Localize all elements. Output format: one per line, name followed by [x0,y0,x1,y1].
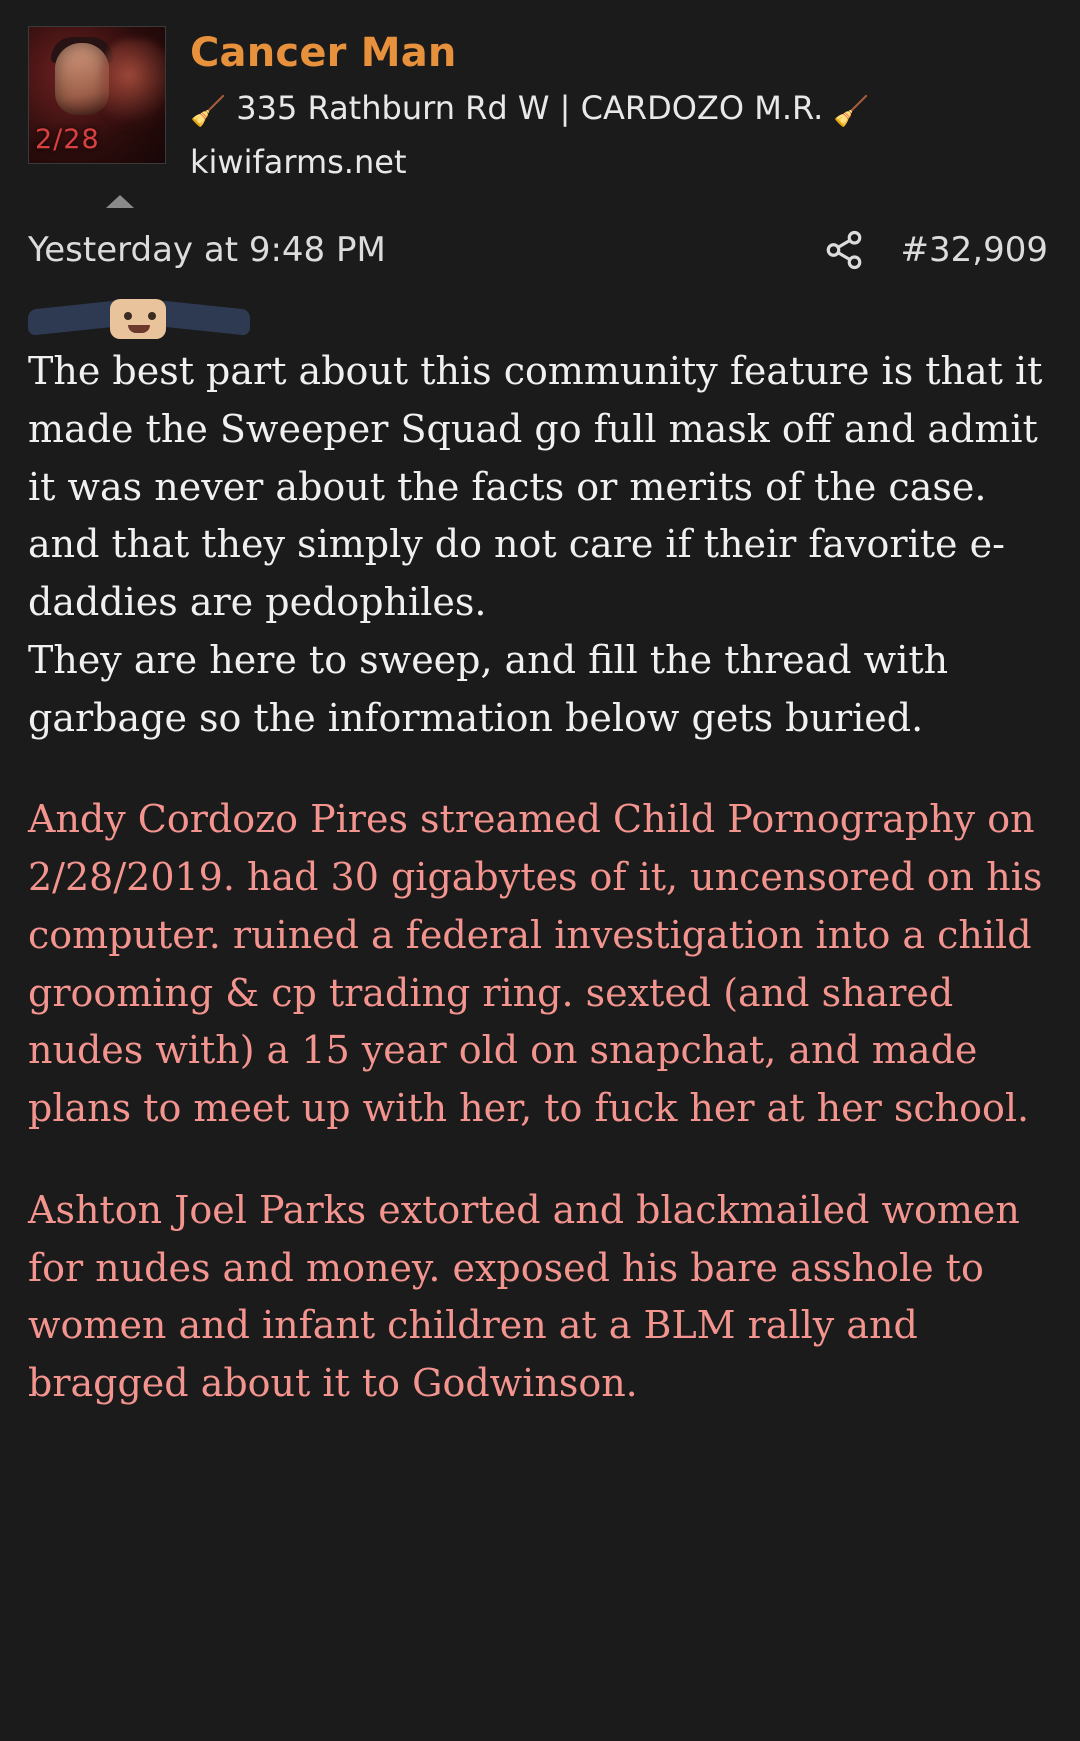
avatar-image-background [101,39,166,129]
avatar-date-stamp: 2/28 [35,124,100,155]
post-body [28,343,1052,1413]
paragraph-spacer [28,747,1052,791]
facepalm-emote-head [110,299,166,339]
facepalm-emote-arm-right [158,300,250,336]
avatar[interactable] [28,26,166,164]
post-author-site[interactable]: kiwifarms.net [190,142,407,181]
post-author-title-text: 335 Rathburn Rd W | CARDOZO M.R. [236,89,824,127]
broom-icon: 🧹 [190,94,227,128]
collapse-row [28,183,1052,223]
collapse-arrow-icon[interactable] [106,195,134,208]
post-paragraph-highlighted: Ashton Joel Parks extorted and blackmailed women for nudes and money. exposed his bare asshole to women and infant children at a BLM rally and bragged about it to Godwinson. [28,1187,1020,1406]
post-paragraph-highlighted: Andy Cordozo Pires streamed Child Pornography on 2/28/2019. had 30 gigabytes of it, uncensored on his computer. ruined a federal investigation into a child grooming & cp trading ring. sexted (and shared nudes with) a 15 year old on snapchat, and made plans to meet up with her, to fuck her at her school. [28,797,1043,1131]
post-header [28,26,1052,183]
share-icon[interactable] [823,229,865,271]
post-header-text [190,26,870,183]
post-author-name[interactable]: Cancer Man [190,30,457,76]
post-meta-row [28,229,1052,271]
facepalm-emote [28,299,250,339]
post-paragraph: The best part about this community feature is that it made the Sweeper Squad go full mask off and admit it was never about the facts or merits of the case. and that they simply do not care if their favorite e-daddies are pedophiles. [28,349,1043,625]
broom-icon: 🧹 [833,94,870,128]
facepalm-emote-arm-left [28,300,120,336]
post-number[interactable]: #32,909 [900,230,1048,271]
post-paragraph: They are here to sweep, and fill the thread with garbage so the information below gets buried. [28,637,949,740]
post-meta-right [823,229,1048,271]
post-author-title [190,88,870,130]
post-timestamp[interactable]: Yesterday at 9:48 PM [28,230,386,271]
emote-row [28,299,1052,343]
paragraph-spacer [28,1138,1052,1182]
